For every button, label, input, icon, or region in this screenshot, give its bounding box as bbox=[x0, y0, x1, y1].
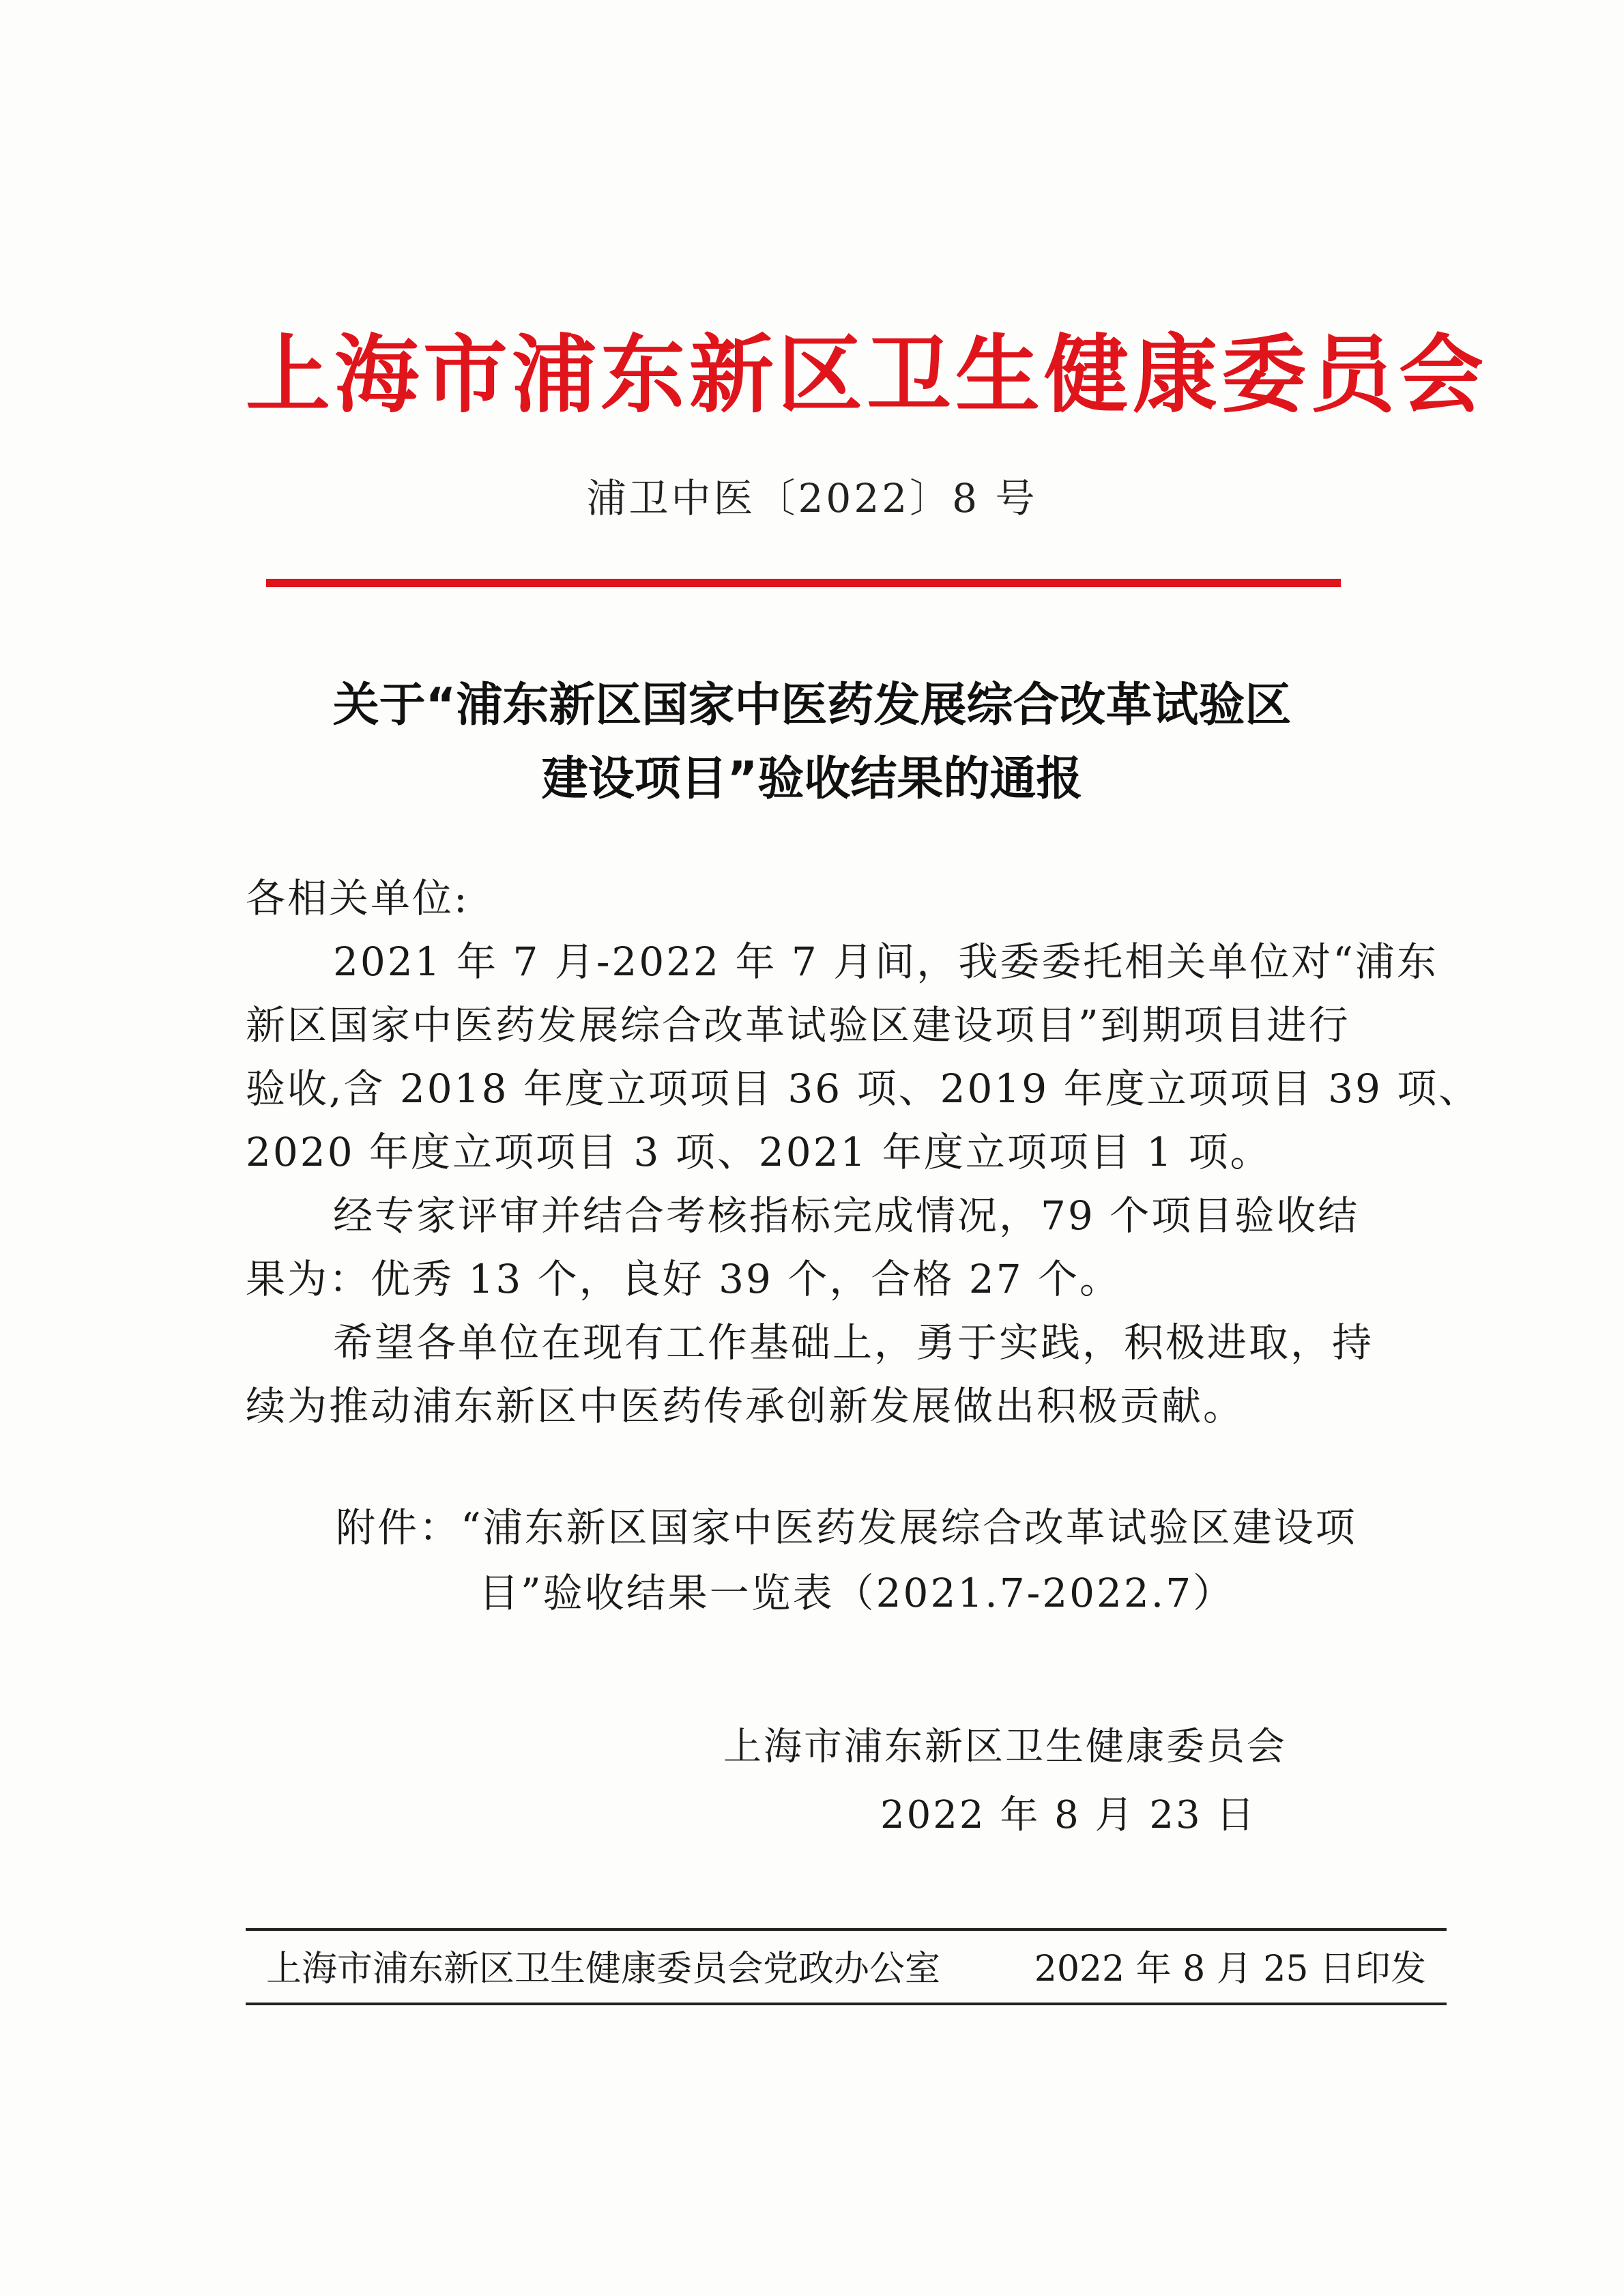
footer-print-date: 2022 年 8 月 25 日印发 bbox=[1034, 1949, 1426, 1990]
attachment-line-1: 附件：“浦东新区国家中医药发展综合改革试验区建设项 bbox=[336, 1504, 1357, 1551]
document-number: 浦卫中医〔2022〕8 号 bbox=[586, 475, 1038, 521]
signature-date: 2022 年 8 月 23 日 bbox=[880, 1793, 1257, 1837]
issuer-header: 上海市浦东新区卫生健康委员会 bbox=[246, 326, 1488, 425]
footer-rule-top bbox=[246, 1928, 1447, 1931]
salutation: 各相关单位: bbox=[246, 875, 469, 921]
footer-office: 上海市浦东新区卫生健康委员会党政办公室 bbox=[266, 1949, 941, 1990]
body-line: 果为：优秀 13 个，良好 39 个，合格 27 个。 bbox=[246, 1256, 1122, 1302]
document-title bbox=[205, 669, 1419, 816]
body-line: 新区国家中医药发展综合改革试验区建设项目”到期项目进行 bbox=[246, 1002, 1350, 1048]
attachment-line-2: 目”验收结果一览表（2021.7-2022.7） bbox=[479, 1570, 1235, 1616]
body-line: 验收,含 2018 年度立项项目 36 项、2019 年度立项项目 39 项、 bbox=[246, 1065, 1481, 1112]
title-line-2: 建设项目”验收结果的通报 bbox=[541, 752, 1083, 806]
body-line: 希望各单位在现有工作基础上，勇于实践，积极进取，持 bbox=[333, 1319, 1374, 1366]
body-line: 经专家评审并结合考核指标完成情况，79 个项目验收结 bbox=[333, 1192, 1360, 1239]
signature-org: 上海市浦东新区卫生健康委员会 bbox=[723, 1725, 1287, 1769]
signature-block bbox=[723, 1713, 1337, 1850]
title-line-1: 关于“浦东新区国家中医药发展综合改革试验区 bbox=[332, 678, 1292, 732]
body-text bbox=[246, 867, 1481, 1438]
body-line: 续为推动浦东新区中医药传承创新发展做出积极贡献。 bbox=[246, 1383, 1245, 1429]
body-line: 2021 年 7 月-2022 年 7 月间，我委委托相关单位对“浦东 bbox=[333, 938, 1438, 985]
red-divider bbox=[266, 579, 1341, 587]
attachment-note bbox=[336, 1495, 1427, 1626]
body-line: 2020 年度立项项目 3 项、2021 年度立项项目 1 项。 bbox=[246, 1129, 1272, 1175]
footer-rule-bottom bbox=[246, 2003, 1447, 2005]
